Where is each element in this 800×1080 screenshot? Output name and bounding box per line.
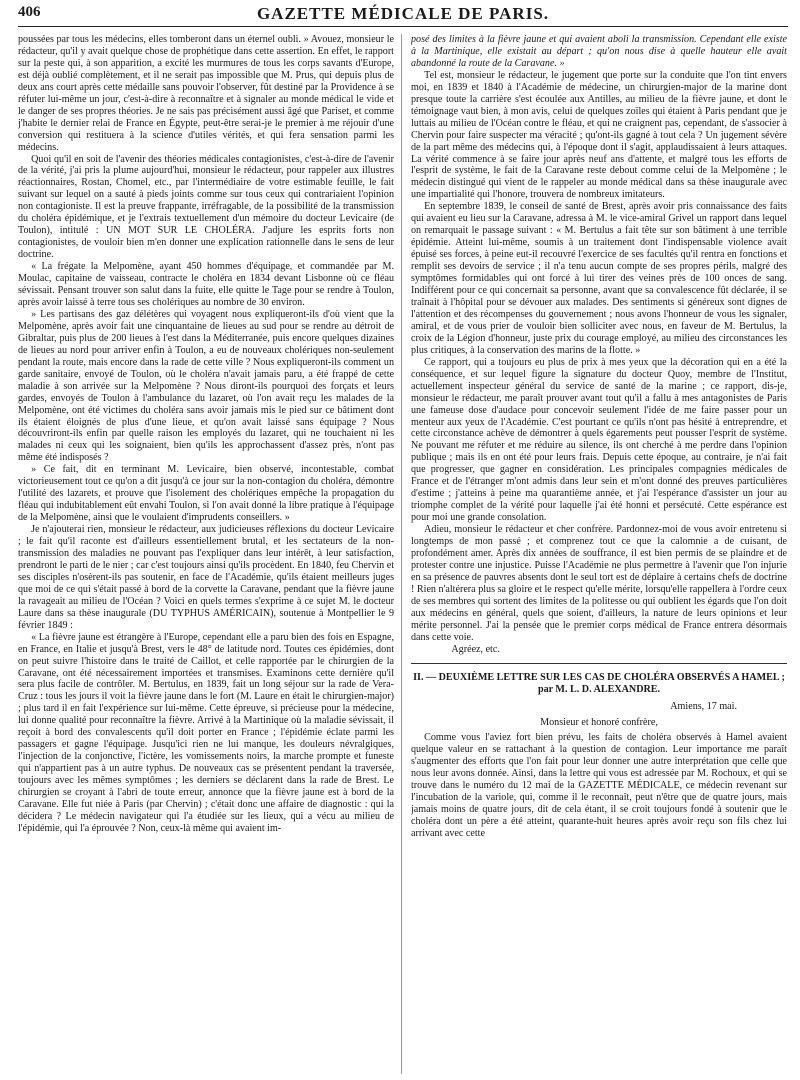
- paragraph: Je n'ajouterai rien, monsieur le rédacteur, aux judicieuses réflexions du docteur Levicaire ; le fait qu'il raconte est d'ailleurs essentiellement brutal, et les sectateurs de la non-transmission des maladies ne pouvant pas l'expliquer dans leur intérêt, à leur satisfaction, prendront le parti de le nier ; car c'est toujours ainsi qu'ils procèdent. En 1840, feu Chervin et ses disciples n'osèrent-ils pas soutenir, en face de l'Académie, qu'ils étaient meilleurs juges que moi de ce qui s'était passé à bord de la corvette la Caravane, pendant que la fièvre jaune la ravageait au milieu de l'Océan ? Voici en quels termes s'exprime à ce sujet M. le docteur Laure dans sa thèse inaugurale (DU TYPHUS AMÉRICAIN), soutenue à Montpellier le 9 février 1849 :: [18, 524, 394, 631]
- paragraph: Comme vous l'aviez fort bien prévu, les faits de choléra observés à Hamel avaient quelque valeur en se rattachant à la question de contagion. Leur importance me paraît s'augmenter des efforts que l'on fait pour leur donner une autre interprétation que celle que nous leur avons donnée. Ainsi, dans la lettre qui vous est adressée par M. Rochoux, et qui se trouve dans le numéro du 12 mai de la GAZETTE MÉDICALE, ce médecin revenant sur l'incubation de la variole, qui, comme il le reconnaît, peut n'être que de quatre jours, mais jamais moins de quatre jours, dit de cela étant, il se croit toujours fondé à soutenir que le choléra dont un père a été atteint, quarante-huit heures après avoir reçu son fils chez lui arrivant avec cette: [411, 732, 787, 839]
- quote-paragraph: « La frégate la Melpomène, ayant 450 hommes d'équipage, et commandée par M. Moulac, capitaine de vaisseau, contracte le choléra en 1834 devant Lisbonne où ce fléau sévissait. Pensant trouver son salut dans la fuite, elle quitte le Tage pour se rendre à Toulon, après avoir laissé à terre tous ses cholériques au nombre de 30 environ.: [18, 261, 394, 308]
- journal-title: GAZETTE MÉDICALE DE PARIS.: [256, 4, 550, 23]
- salutation: Monsieur et honoré confrère,: [540, 717, 658, 729]
- left-column: [18, 34, 394, 1074]
- right-column: [411, 34, 787, 1074]
- quote-paragraph: » Ce fait, dit en terminant M. Levicaire, bien observé, incontestable, combat victorieusement tout ce qu'on a dit jusqu'à ce jour sur la non-contagion du choléra, démontre l'utilité des lazarets, et prouve que l'isolement des cholériques empêche la propagation du fléau qui indubitablement eût envahi Toulon, si l'on avait donné la libre pratique à l'équipage de la Melpomène, ainsi que le voulaient d'imprudents conseillers. »: [18, 464, 394, 524]
- column-divider: [401, 34, 402, 1074]
- paragraph: poussées par tous les médecins, elles tomberont dans un éternel oubli. » Avouez, monsieur le rédacteur, qu'il y avait quelque chose de prophétique dans cette assertion. En effet, le rapport sur la peste qui, à son apparition, a excité les murmures de tous les corps savants d'Europe, est déjà oublié complètement, et il ne serait pas impossible que M. Prus, qui depuis plus de deux ans court après cette médaille sans pouvoir l'observer, fût destiné par la Providence à se réfuter lui-même un jour, c'est-à-dire à reconnaître et à signaler au monde médical le vide et le danger de ses propres théories. Je ne sais pas précisément aussi âgé que Pariset, et comme j'habite le dernier relai de France en Égypte, peut-être serai-je le premier à me réjouir d'une conversion qui restituera à la science d'utiles vérités, et qui fera sensation parmi les médecins.: [18, 34, 394, 153]
- paragraph: En septembre 1839, le conseil de santé de Brest, après avoir pris connaissance des faits qui avaient eu lieu sur la Caravane, adressa à M. le vice-amiral Grivel un rapport dans lequel on remarquait le passage suivant : « M. Bertulus a fait tête sur son bâtiment à une terrible épidémie. Atteint lui-même, soumis à un traitement dont l'indispensable violence avait épuisé ses forces, à peine eut-il recouvré l'exercice de ses facultés qu'il rentra en fonctions et remplit ses devoirs de service ; il n'a tenu aucun compte de ses propres périls, malgré des symptômes formidables qui ont forcé à lui tirer des veines près de 100 onces de sang. Indifférent pour ce qui concernait sa personne, avant que sa convalescence fût déclarée, il se traînait à l'hôpital pour se dévouer aux malades. Des sentiments si généreux sont dignes de l'attention et des récompenses du gouvernement ; nous avons l'honneur de vous les signaler, amiral, et de vous prier de vouloir bien solliciter avec nous, en faveur de M. Bertulus, la croix de la Légion d'honneur, juste prix du courage employé, au milieu des circonstances les plus critiques, à la conservation des marins de la flotte. »: [411, 201, 787, 356]
- page-number: 406: [18, 4, 41, 20]
- paragraph: Ce rapport, qui a toujours eu plus de prix à mes yeux que la décoration qui en a été la conséquence, et sur lequel figure la signature du docteur Quoy, membre de l'Institut, actuellement inspecteur général du service de santé de la marine ; ce rapport, dis-je, monsieur le rédacteur, me paraît prouver avant tout qu'il a fallu à mes antagonistes de Paris une fameuse dose d'audace pour concevoir seulement l'idée de me faire passer pour un menteur aux yeux de l'Académie. C'est pourtant ce qu'ils n'ont pas hésité à entreprendre, et cette circonstance achève de démontrer à quels égarements peut pousser l'esprit de système. Ne pouvant me réfuter et me réduire au silence, ils ont cherché à me perdre dans l'opinion publique ; mais ils en ont été pour leurs frais. Depuis cette époque, au contraire, je n'ai fait que progresser, que gagner en considération. Les principales compagnies médicales de France et de l'étranger m'ont admis dans leur sein et m'ont donné des preuves particulières d'estime ; j'atteins à peine ma quarantième année, et j'ai l'espérance d'assister un jour au triomphe complet de la vérité pour laquelle j'ai été honni et persécuté. Cette espérance est pour moi une grande consolation.: [411, 356, 787, 524]
- signoff: Agréez, etc.: [451, 643, 500, 655]
- article-heading: II. — DEUXIÈME LETTRE SUR LES CAS DE CHOLÉRA OBSERVÉS A HAMEL ; par M. L. D. ALEXANDRE.: [413, 671, 785, 695]
- article-separator: [411, 663, 787, 664]
- quote-paragraph: posé des limites à la fièvre jaune et qui avaient aboli la transmission. Cependant elle existe à la Martinique, elle existait au départ ; qu'on nous dise à quelle hauteur elle avait abandonné la route de la Caravane. »: [411, 34, 787, 69]
- dateline: Amiens, 17 mai.: [670, 701, 737, 713]
- quote-paragraph: « La fièvre jaune est étrangère à l'Europe, cependant elle a paru bien des fois en Espagne, en France, en Italie et jusqu'à Brest, vers le 48° de latitude nord. Toutes ces épidémies, dont on peut suivre l'histoire dans le traité de Caillot, et celle rapportée par le chirurgien de la Caravane, ont été nécessairement importées et transmises. Examinons cette dernière qu'il sera plus facile de contrôler. M. Bertulus, en 1839, fait un long séjour sur la rade de Vera-Cruz : tous les jours il voit la fièvre jaune dans le fort (M. Laure en était le chirurgien-major) ; plus tard il en fait l'expérience sur lui-même. Cette épreuve, si précieuse pour la médecine, lui donne qualité pour reconnaître la fièvre. Arrivé à la Martinique où la maladie sévissait, il reçoit à bord des convalescents qu'il doit porter en France ; l'épidémie éclate parmi les passagers et gagne l'équipage. Jusqu'ici rien ne lui manque, les douleurs névralgiques, l'injection de la conjonctive, l'ictère, les vomissements noirs, la marche prompte et funeste qui n'appartient pas à un autre typhus. De nouveaux cas se présentent pendant la traversée, toujours avec les mêmes symptômes ; les derniers se déclarent dans la rade de Brest. Le chirurgien se croyant à l'abri de toute erreur, annonce que la fièvre jaune est à bord de la Caravane. Elle fut niée à Paris (par Chervin) ; c'était donc une affaire de diagnostic : qui la décidera ? Le médecin navigateur qui l'a étudiée sur les lieux, qui a vécu au milieu de l'épidémie, qui l'a éprouvée ? Non, ceux-là même qui avaient im-: [18, 631, 394, 834]
- quote-paragraph: » Les partisans des gaz délétères qui voyagent nous expliqueront-ils d'où vient que la Melpomène, après avoir fait une cinquantaine de lieues au sud pour se rendre au détroit de Gibraltar, puis plus de 200 lieues à l'est dans la Méditerranée, puis encore quelques dizaines de lieues au nord pour arriver enfin à Toulon, a eu de nouveaux cholériques non-seulement pendant la route, mais encore dans la rade de cette ville ? Nous expliqueront-ils comment un garde sanitaire, envoyé de Toulon, où le choléra n'avait jamais paru, a été frappé de cette maladie à son arrivée sur la Melpomène ? Nous diront-ils pourquoi des forçats et leurs gardes, envoyés de Toulon à l'ambulance du lazaret, où l'on avait reçu les malades de la Melpomène, ont été victimes du choléra sans avoir jamais mis le pied sur ce bâtiment dont ils étaient éloignés de plus d'une lieue, et qu'on avait laissé sans équipage ? Nous découvriront-ils enfin par quelle raison les employés du lazaret, qui ne touchaient ni les malades ni ceux qui les soignaient, bien qu'ils les approchassent d'assez près, n'ont pas même été indisposés ?: [18, 308, 394, 464]
- paragraph: Quoi qu'il en soit de l'avenir des théories médicales contagionistes, c'est-à-dire de l'avenir de la vérité, j'ai pris la plume aujourd'hui, monsieur le rédacteur, pour rappeler aux illustres réactionnaires, Rostan, Chomel, etc., par l'intermédiaire de votre estimable feuille, le fait suivant sur lequel on a sauté à pieds joints comme sur tous ceux qui contrariaient l'opinion non contagioniste. Il est la preuve frappante, irréfragable, de la possibilité de la transmission du choléra épidémique, et je l'extrais textuellement d'un mémoire du docteur Levicaire (de Toulon), intitulé : UN MOT SUR LE CHOLÉRA. J'adjure les esprits forts non contagionistes, de vouloir bien m'en donner une explication rationnelle dans le sens de leur doctrine.: [18, 153, 394, 261]
- page-header: [18, 4, 788, 27]
- paragraph: Adieu, monsieur le rédacteur et cher confrère. Pardonnez-moi de vous avoir entretenu si longtemps de mon passé ; et comprenez tout ce que la calomnie a de cuisant, de profondément amer. Après dix années de souffrance, il est bien permis de se plaindre et de protester contre une injustice. Puisse l'Académie ne plus permettre à l'avenir que l'on injurie en sa présence de pauvres absents dont le seul tort est de déplaire à certains chefs de doctrine ! Rien n'altérera plus sa gloire et le respect qu'elle mérite, lorsqu'elle rappellera à l'ordre ceux de ses membres qui sortent des limites de la politesse ou qui oublient les égards que l'on doit aux médecins en général, quels que soient, d'ailleurs, la nature de leurs opinions et leur mérite personnel. J'ai la pensée que le premier corps médical de France entrera désormais dans cette voie.: [411, 524, 787, 643]
- paragraph: Tel est, monsieur le rédacteur, le jugement que porte sur la conduite que l'on tint envers moi, en 1839 et 1840 à l'Académie de médecine, un chirurgien-major de la marine dont presque toute la carrière s'est écoulée aux Antilles, au milieu de la fièvre jaune, et dont le témoignage vaut bien, à mon avis, celui de quelques zoïles qui étaient à Paris pendant que je luttais au milieu de l'Océan contre le fléau, et qui ne craignent pas, cependant, de s'associer à Chervin pour faire suspecter ma véracité ; qu'ont-ils gagné à tout cela ? Un jugement sévère de la part même des médecins qui, à l'époque dont il s'agit, applaudissaient à leurs attaques. La vérité commence à se faire jour après neuf ans d'attente, et malgré tous les efforts de l'esprit de système, le fait de la Caravane reste debout comme celui de la Melpomène ; le médecin distingué qui vient de le rappeler au monde médical dans sa thèse inaugurale avec une impartialité qui l'honore, trouvera de nombreux imitateurs.: [411, 69, 787, 201]
